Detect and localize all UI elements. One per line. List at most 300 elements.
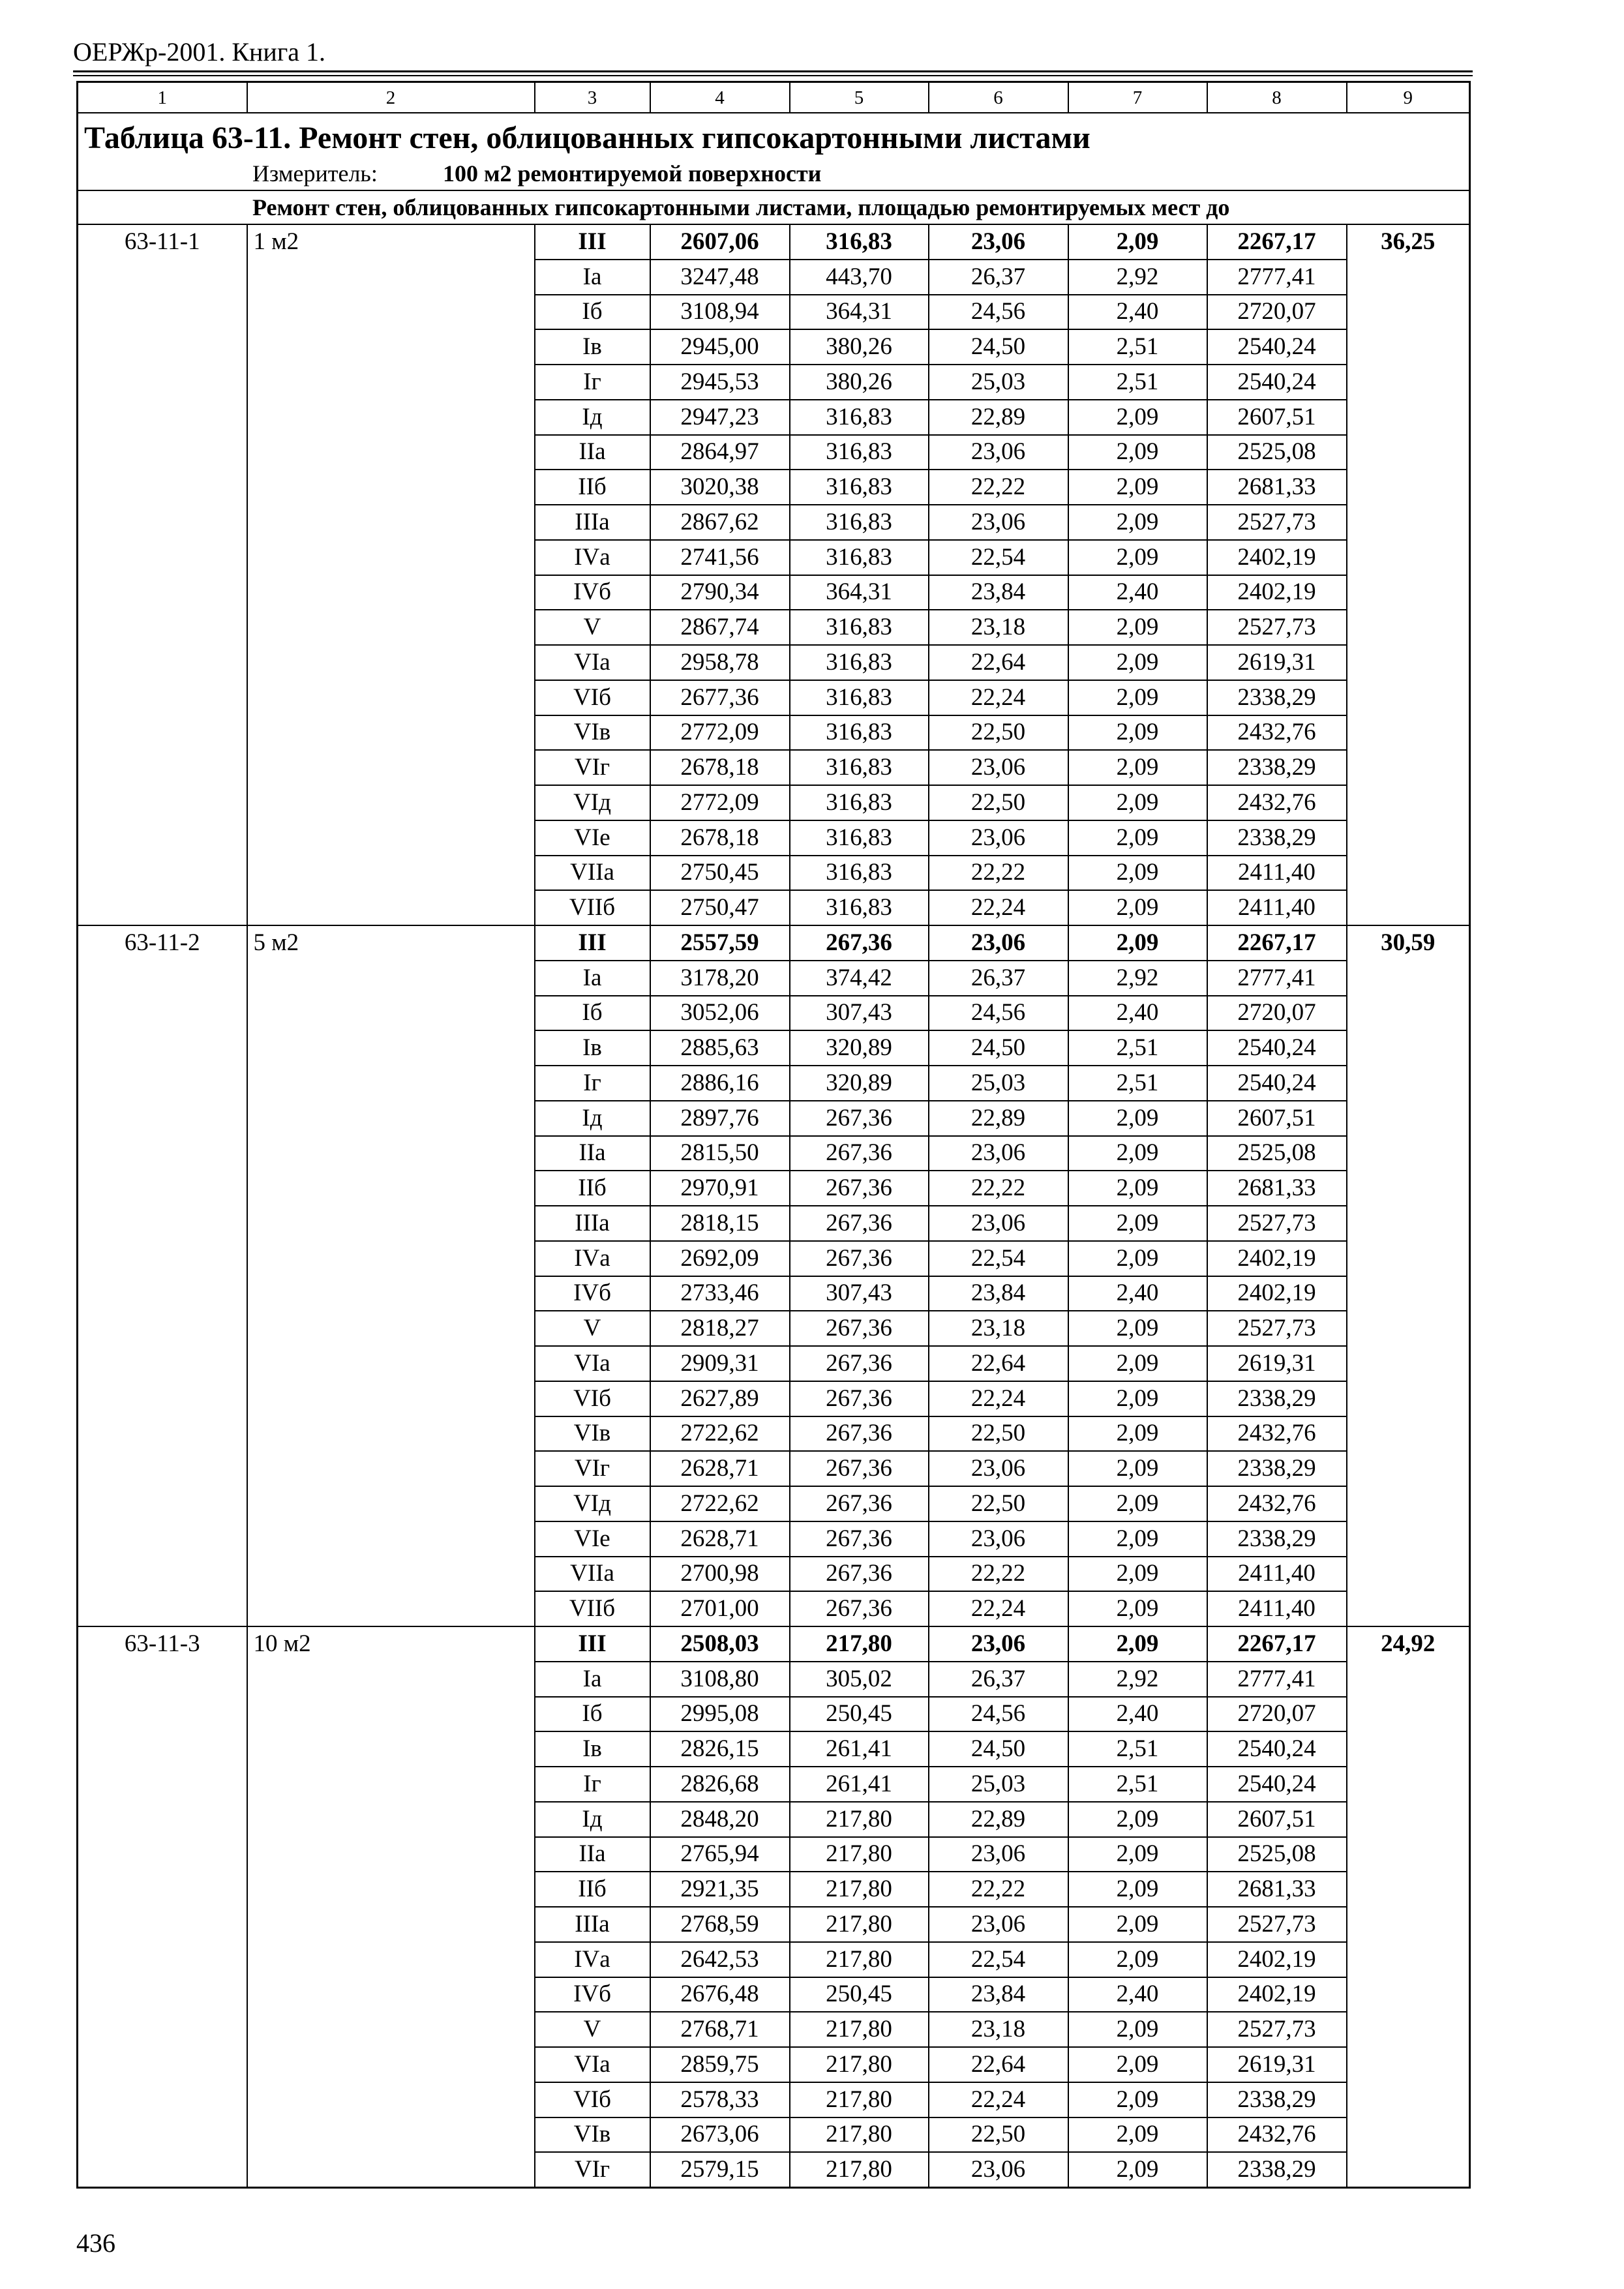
value-col-5: 267,36 [790, 1557, 929, 1592]
zone-cell: VIв [535, 2117, 650, 2153]
zone-cell: Iб [535, 1697, 650, 1732]
zone-cell: VIа [535, 645, 650, 680]
value-col-7: 2,09 [1068, 1942, 1207, 1977]
value-col-6: 23,84 [929, 1276, 1068, 1311]
item-code: 63-11-2 [78, 925, 247, 1626]
column-number-6: 6 [929, 82, 1068, 113]
value-col-5: 217,80 [790, 2117, 929, 2153]
value-col-5: 320,89 [790, 1030, 929, 1066]
table-row [78, 224, 1470, 260]
zone-cell: V [535, 2012, 650, 2047]
table-head [78, 82, 1470, 113]
value-col-8: 2619,31 [1207, 645, 1347, 680]
value-col-4: 2897,76 [650, 1101, 790, 1136]
value-col-6: 22,22 [929, 470, 1068, 505]
value-col-8: 2267,17 [1207, 224, 1347, 260]
zone-cell: VIг [535, 2152, 650, 2187]
value-col-4: 2815,50 [650, 1136, 790, 1171]
value-col-4: 2678,18 [650, 820, 790, 856]
value-col-8: 2527,73 [1207, 2012, 1347, 2047]
value-col-4: 3020,38 [650, 470, 790, 505]
value-col-5: 316,83 [790, 435, 929, 470]
value-col-8: 2720,07 [1207, 295, 1347, 330]
value-col-8: 2681,33 [1207, 1872, 1347, 1907]
value-col-4: 2826,68 [650, 1767, 790, 1802]
value-col-7: 2,09 [1068, 2047, 1207, 2082]
value-col-5: 267,36 [790, 1206, 929, 1241]
value-col-6: 23,06 [929, 435, 1068, 470]
header-rule-thin [73, 75, 1473, 76]
value-col-4: 2772,09 [650, 715, 790, 751]
zone-cell: Iд [535, 400, 650, 435]
value-col-6: 22,54 [929, 1942, 1068, 1977]
value-col-7: 2,09 [1068, 750, 1207, 785]
value-col-5: 267,36 [790, 1381, 929, 1416]
value-col-4: 2772,09 [650, 785, 790, 820]
value-col-4: 2722,62 [650, 1486, 790, 1521]
zone-cell: IIб [535, 1171, 650, 1206]
value-col-6: 24,50 [929, 1731, 1068, 1767]
page-number: 436 [76, 2228, 115, 2258]
value-col-8: 2525,08 [1207, 1136, 1347, 1171]
value-col-5: 217,80 [790, 1942, 929, 1977]
value-col-4: 3108,80 [650, 1662, 790, 1697]
item-code: 63-11-1 [78, 224, 247, 925]
zone-cell: III [535, 1626, 650, 1662]
column-number-3: 3 [535, 82, 650, 113]
value-col-8: 2338,29 [1207, 1381, 1347, 1416]
value-col-5: 316,83 [790, 224, 929, 260]
value-col-4: 2909,31 [650, 1346, 790, 1381]
value-col-7: 2,09 [1068, 1626, 1207, 1662]
zone-cell: IVб [535, 575, 650, 610]
value-col-5: 316,83 [790, 610, 929, 645]
measure-line [78, 159, 1469, 188]
value-col-5: 316,83 [790, 750, 929, 785]
value-col-6: 22,89 [929, 400, 1068, 435]
value-col-5: 307,43 [790, 1276, 929, 1311]
value-col-8: 2402,19 [1207, 1276, 1347, 1311]
value-col-7: 2,09 [1068, 1416, 1207, 1452]
value-col-7: 2,51 [1068, 365, 1207, 400]
value-col-5: 364,31 [790, 575, 929, 610]
value-col-5: 307,43 [790, 996, 929, 1031]
value-col-5: 316,83 [790, 400, 929, 435]
value-col-4: 2885,63 [650, 1030, 790, 1066]
zone-cell: VIIб [535, 890, 650, 925]
zone-cell: VIе [535, 820, 650, 856]
running-title: ОЕРЖр-2001. Книга 1. [73, 37, 325, 67]
value-col-6: 23,84 [929, 1977, 1068, 2012]
value-col-5: 267,36 [790, 1241, 929, 1276]
value-col-7: 2,09 [1068, 470, 1207, 505]
value-col-4: 2607,06 [650, 224, 790, 260]
zone-cell: VIв [535, 1416, 650, 1452]
value-col-5: 380,26 [790, 365, 929, 400]
value-col-8: 2338,29 [1207, 2152, 1347, 2187]
value-col-4: 2818,27 [650, 1311, 790, 1346]
zone-cell: Iг [535, 365, 650, 400]
table-row [78, 1626, 1470, 1662]
zone-cell: IIа [535, 435, 650, 470]
column-number-row [78, 82, 1470, 113]
value-col-5: 267,36 [790, 1311, 929, 1346]
value-col-7: 2,09 [1068, 785, 1207, 820]
column-number-2: 2 [247, 82, 535, 113]
value-col-8: 2681,33 [1207, 470, 1347, 505]
value-col-8: 2540,24 [1207, 329, 1347, 365]
value-col-4: 2642,53 [650, 1942, 790, 1977]
value-col-8: 2681,33 [1207, 1171, 1347, 1206]
zone-cell: IVа [535, 540, 650, 575]
zone-cell: VIг [535, 750, 650, 785]
zone-cell: Iг [535, 1066, 650, 1101]
zone-cell: VIIа [535, 856, 650, 891]
value-col-7: 2,09 [1068, 820, 1207, 856]
zone-cell: VIд [535, 1486, 650, 1521]
value-col-6: 22,89 [929, 1802, 1068, 1837]
value-col-5: 316,83 [790, 785, 929, 820]
value-col-7: 2,09 [1068, 1802, 1207, 1837]
pricing-table [76, 81, 1471, 2189]
value-col-4: 2750,45 [650, 856, 790, 891]
value-col-7: 2,09 [1068, 1486, 1207, 1521]
value-col-5: 267,36 [790, 1346, 929, 1381]
value-col-6: 24,50 [929, 329, 1068, 365]
table-caption-body [78, 113, 1470, 224]
zone-cell: V [535, 1311, 650, 1346]
item-area: 10 м2 [247, 1626, 535, 2187]
value-col-5: 267,36 [790, 1486, 929, 1521]
value-col-8: 2402,19 [1207, 575, 1347, 610]
value-col-7: 2,09 [1068, 435, 1207, 470]
value-col-6: 22,24 [929, 680, 1068, 715]
value-col-5: 217,80 [790, 2082, 929, 2117]
value-col-8: 2540,24 [1207, 1767, 1347, 1802]
value-col-8: 2411,40 [1207, 1557, 1347, 1592]
item-total: 30,59 [1347, 925, 1470, 1626]
value-col-8: 2527,73 [1207, 1311, 1347, 1346]
value-col-8: 2432,76 [1207, 1416, 1347, 1452]
value-col-7: 2,92 [1068, 1662, 1207, 1697]
value-col-7: 2,40 [1068, 996, 1207, 1031]
value-col-6: 22,64 [929, 2047, 1068, 2082]
value-col-6: 22,24 [929, 2082, 1068, 2117]
value-col-5: 267,36 [790, 1591, 929, 1626]
item-total: 36,25 [1347, 224, 1470, 925]
value-col-4: 2867,62 [650, 505, 790, 540]
value-col-4: 2676,48 [650, 1977, 790, 2012]
value-col-6: 22,24 [929, 1591, 1068, 1626]
value-col-8: 2402,19 [1207, 540, 1347, 575]
value-col-7: 2,51 [1068, 1731, 1207, 1767]
value-col-7: 2,09 [1068, 2117, 1207, 2153]
zone-cell: IIIа [535, 1907, 650, 1942]
value-col-8: 2267,17 [1207, 1626, 1347, 1662]
value-col-4: 2678,18 [650, 750, 790, 785]
value-col-6: 23,06 [929, 505, 1068, 540]
zone-cell: IIIа [535, 1206, 650, 1241]
value-col-7: 2,40 [1068, 1697, 1207, 1732]
value-col-7: 2,09 [1068, 680, 1207, 715]
zone-cell: Iв [535, 1731, 650, 1767]
value-col-8: 2607,51 [1207, 1802, 1347, 1837]
value-col-6: 22,54 [929, 540, 1068, 575]
value-col-8: 2267,17 [1207, 925, 1347, 961]
value-col-5: 316,83 [790, 715, 929, 751]
value-col-5: 316,83 [790, 820, 929, 856]
value-col-6: 24,50 [929, 1030, 1068, 1066]
value-col-7: 2,09 [1068, 1557, 1207, 1592]
value-col-7: 2,09 [1068, 1136, 1207, 1171]
zone-cell: IVб [535, 1977, 650, 2012]
value-col-6: 24,56 [929, 1697, 1068, 1732]
value-col-8: 2540,24 [1207, 1030, 1347, 1066]
value-col-4: 2700,98 [650, 1557, 790, 1592]
value-col-8: 2338,29 [1207, 680, 1347, 715]
value-col-6: 25,03 [929, 365, 1068, 400]
value-col-8: 2527,73 [1207, 505, 1347, 540]
zone-cell: Iд [535, 1802, 650, 1837]
value-col-6: 23,06 [929, 1136, 1068, 1171]
section-title: Ремонт стен, облицованных гипсокартонными листами, площадью ремонтируемых мест до [78, 190, 1470, 224]
value-col-7: 2,09 [1068, 2012, 1207, 2047]
value-col-4: 2864,97 [650, 435, 790, 470]
item-total: 24,92 [1347, 1626, 1470, 2187]
value-col-8: 2432,76 [1207, 785, 1347, 820]
value-col-7: 2,09 [1068, 1837, 1207, 1872]
value-col-7: 2,09 [1068, 2082, 1207, 2117]
value-col-6: 25,03 [929, 1066, 1068, 1101]
value-col-7: 2,09 [1068, 1171, 1207, 1206]
value-col-5: 267,36 [790, 925, 929, 961]
value-col-8: 2432,76 [1207, 715, 1347, 751]
zone-cell: Iг [535, 1767, 650, 1802]
value-col-4: 2578,33 [650, 2082, 790, 2117]
zone-cell: VIIа [535, 1557, 650, 1592]
value-col-4: 2947,23 [650, 400, 790, 435]
zone-cell: IIа [535, 1136, 650, 1171]
value-col-6: 22,50 [929, 785, 1068, 820]
value-col-5: 217,80 [790, 1626, 929, 1662]
value-col-4: 2557,59 [650, 925, 790, 961]
value-col-4: 2945,00 [650, 329, 790, 365]
zone-cell: Iв [535, 1030, 650, 1066]
value-col-6: 23,06 [929, 1837, 1068, 1872]
value-col-7: 2,09 [1068, 1101, 1207, 1136]
value-col-5: 316,83 [790, 856, 929, 891]
value-col-7: 2,09 [1068, 2152, 1207, 2187]
value-col-8: 2411,40 [1207, 856, 1347, 891]
zone-cell: VIг [535, 1451, 650, 1486]
value-col-5: 320,89 [790, 1066, 929, 1101]
value-col-4: 2867,74 [650, 610, 790, 645]
value-col-8: 2777,41 [1207, 961, 1347, 996]
value-col-6: 22,50 [929, 2117, 1068, 2153]
zone-cell: IIа [535, 1837, 650, 1872]
value-col-6: 23,06 [929, 1907, 1068, 1942]
value-col-7: 2,09 [1068, 1907, 1207, 1942]
value-col-8: 2525,08 [1207, 435, 1347, 470]
zone-cell: Iа [535, 961, 650, 996]
section-row [78, 190, 1470, 224]
value-col-4: 2750,47 [650, 890, 790, 925]
value-col-6: 23,06 [929, 820, 1068, 856]
value-col-4: 2848,20 [650, 1802, 790, 1837]
value-col-7: 2,09 [1068, 224, 1207, 260]
value-col-4: 2722,62 [650, 1416, 790, 1452]
zone-cell: VIб [535, 1381, 650, 1416]
value-col-4: 2628,71 [650, 1451, 790, 1486]
value-col-7: 2,09 [1068, 1241, 1207, 1276]
value-col-5: 316,83 [790, 470, 929, 505]
value-col-8: 2777,41 [1207, 260, 1347, 295]
value-col-4: 3247,48 [650, 260, 790, 295]
zone-cell: IIIа [535, 505, 650, 540]
value-col-5: 217,80 [790, 2012, 929, 2047]
zone-cell: Iб [535, 996, 650, 1031]
value-col-4: 2768,71 [650, 2012, 790, 2047]
value-col-5: 316,83 [790, 680, 929, 715]
value-col-5: 305,02 [790, 1662, 929, 1697]
value-col-4: 2945,53 [650, 365, 790, 400]
column-number-8: 8 [1207, 82, 1347, 113]
table-body [78, 224, 1470, 2187]
zone-cell: Iв [535, 329, 650, 365]
value-col-7: 2,51 [1068, 1767, 1207, 1802]
value-col-8: 2338,29 [1207, 820, 1347, 856]
zone-cell: VIд [535, 785, 650, 820]
value-col-6: 25,03 [929, 1767, 1068, 1802]
value-col-6: 23,18 [929, 2012, 1068, 2047]
item-area: 1 м2 [247, 224, 535, 925]
value-col-8: 2720,07 [1207, 996, 1347, 1031]
value-col-5: 316,83 [790, 645, 929, 680]
zone-cell: III [535, 224, 650, 260]
value-col-6: 23,18 [929, 610, 1068, 645]
value-col-6: 22,54 [929, 1241, 1068, 1276]
value-col-8: 2619,31 [1207, 1346, 1347, 1381]
value-col-6: 22,50 [929, 715, 1068, 751]
value-col-5: 267,36 [790, 1416, 929, 1452]
value-col-4: 2733,46 [650, 1276, 790, 1311]
value-col-5: 250,45 [790, 1697, 929, 1732]
column-number-4: 4 [650, 82, 790, 113]
value-col-5: 261,41 [790, 1767, 929, 1802]
value-col-7: 2,09 [1068, 1591, 1207, 1626]
value-col-7: 2,09 [1068, 925, 1207, 961]
value-col-7: 2,09 [1068, 1206, 1207, 1241]
zone-cell: VIв [535, 715, 650, 751]
value-col-4: 2701,00 [650, 1591, 790, 1626]
measure-value: 100 м2 ремонтируемой поверхности [443, 160, 822, 187]
value-col-4: 2790,34 [650, 575, 790, 610]
value-col-6: 22,24 [929, 1381, 1068, 1416]
value-col-6: 22,24 [929, 890, 1068, 925]
value-col-5: 316,83 [790, 540, 929, 575]
value-col-7: 2,40 [1068, 1276, 1207, 1311]
value-col-6: 23,06 [929, 224, 1068, 260]
zone-cell: VIе [535, 1521, 650, 1557]
value-col-7: 2,09 [1068, 1346, 1207, 1381]
value-col-8: 2402,19 [1207, 1241, 1347, 1276]
value-col-7: 2,92 [1068, 260, 1207, 295]
column-number-9: 9 [1347, 82, 1470, 113]
value-col-8: 2411,40 [1207, 890, 1347, 925]
column-number-1: 1 [78, 82, 247, 113]
value-col-6: 22,22 [929, 1557, 1068, 1592]
value-col-5: 261,41 [790, 1731, 929, 1767]
value-col-6: 23,18 [929, 1311, 1068, 1346]
value-col-8: 2540,24 [1207, 1066, 1347, 1101]
value-col-7: 2,40 [1068, 1977, 1207, 2012]
zone-cell: IIб [535, 470, 650, 505]
table-title: Таблица 63-11. Ремонт стен, облицованных гипсокартонными листами [84, 121, 1090, 155]
zone-cell: V [535, 610, 650, 645]
zone-cell: Iа [535, 260, 650, 295]
value-col-4: 2741,56 [650, 540, 790, 575]
value-col-6: 26,37 [929, 260, 1068, 295]
title-row [78, 113, 1470, 190]
value-col-8: 2527,73 [1207, 1907, 1347, 1942]
value-col-4: 2859,75 [650, 2047, 790, 2082]
zone-cell: IVа [535, 1942, 650, 1977]
value-col-5: 443,70 [790, 260, 929, 295]
value-col-4: 2508,03 [650, 1626, 790, 1662]
value-col-7: 2,09 [1068, 1311, 1207, 1346]
value-col-5: 217,80 [790, 2152, 929, 2187]
zone-cell: Iа [535, 1662, 650, 1697]
value-col-4: 2673,06 [650, 2117, 790, 2153]
value-col-7: 2,09 [1068, 1872, 1207, 1907]
value-col-8: 2411,40 [1207, 1591, 1347, 1626]
value-col-6: 23,06 [929, 1626, 1068, 1662]
value-col-6: 22,89 [929, 1101, 1068, 1136]
value-col-5: 267,36 [790, 1171, 929, 1206]
value-col-4: 3178,20 [650, 961, 790, 996]
value-col-5: 364,31 [790, 295, 929, 330]
value-col-5: 316,83 [790, 890, 929, 925]
value-col-8: 2607,51 [1207, 400, 1347, 435]
zone-cell: Iб [535, 295, 650, 330]
table-row [78, 925, 1470, 961]
value-col-7: 2,09 [1068, 856, 1207, 891]
column-number-5: 5 [790, 82, 929, 113]
value-col-8: 2432,76 [1207, 2117, 1347, 2153]
value-col-6: 26,37 [929, 961, 1068, 996]
value-col-8: 2338,29 [1207, 1451, 1347, 1486]
value-col-4: 2677,36 [650, 680, 790, 715]
value-col-8: 2777,41 [1207, 1662, 1347, 1697]
item-code: 63-11-3 [78, 1626, 247, 2187]
value-col-6: 23,84 [929, 575, 1068, 610]
value-col-7: 2,09 [1068, 715, 1207, 751]
value-col-5: 267,36 [790, 1101, 929, 1136]
value-col-7: 2,09 [1068, 400, 1207, 435]
value-col-7: 2,09 [1068, 1451, 1207, 1486]
zone-cell: IIб [535, 1872, 650, 1907]
value-col-6: 22,22 [929, 856, 1068, 891]
value-col-4: 2995,08 [650, 1697, 790, 1732]
value-col-8: 2540,24 [1207, 1731, 1347, 1767]
value-col-6: 23,06 [929, 750, 1068, 785]
zone-cell: VIа [535, 2047, 650, 2082]
value-col-6: 24,56 [929, 295, 1068, 330]
value-col-4: 2970,91 [650, 1171, 790, 1206]
value-col-8: 2527,73 [1207, 610, 1347, 645]
value-col-7: 2,40 [1068, 575, 1207, 610]
value-col-7: 2,51 [1068, 1030, 1207, 1066]
